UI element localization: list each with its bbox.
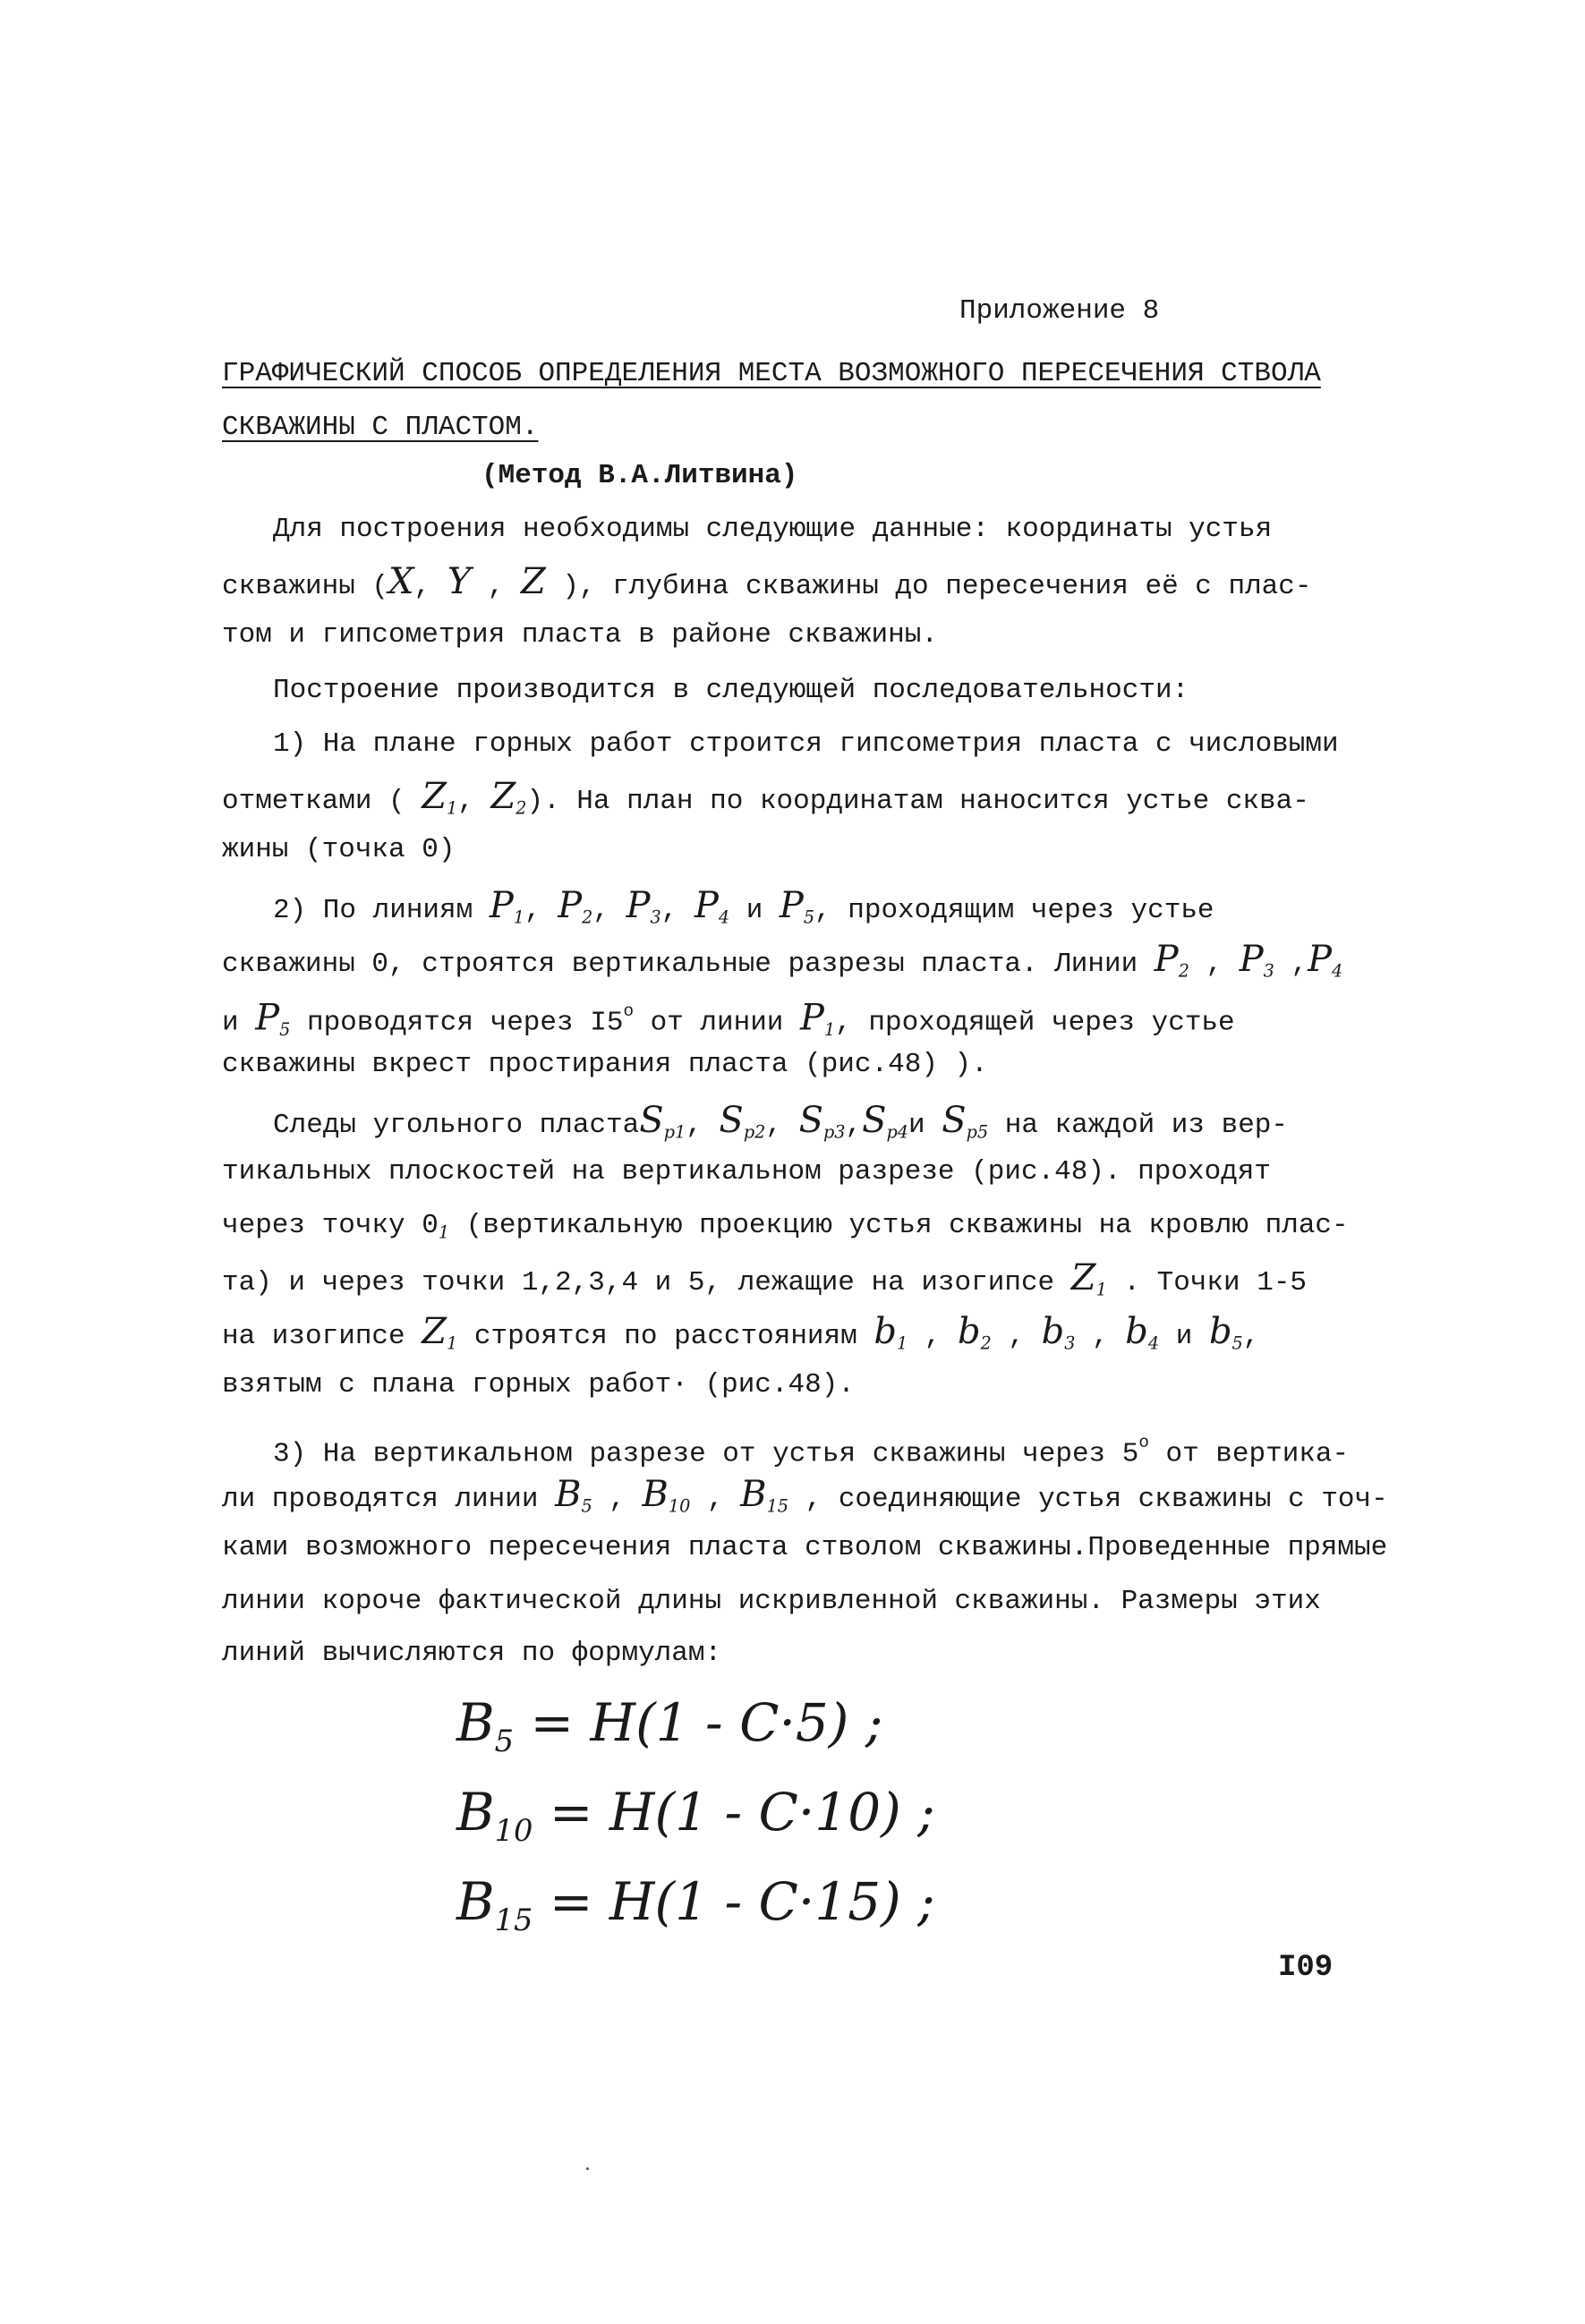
step1-line1: 1) На плане горных работ строится гипсометрия пласта с числовыми [273, 728, 1339, 760]
page-number: I09 [1278, 1951, 1334, 1985]
formula-b10: $B_{10} = H(1 - C\cdot 10)$ ; [456, 1782, 935, 1848]
step2-line2: скважины 0, строятся вертикальные разрезы пласта. Линии $P_2$ , $P_3$ $,P_4$ [222, 939, 1343, 982]
step3-line5: линий вычисляются по формулам: [222, 1638, 722, 1669]
traces-line6: взятым с плана горных работ· (рис.48). [222, 1369, 855, 1400]
method-line: (Метод В.А.Литвина) [481, 460, 798, 491]
para1-line1: Для построения необходимы следующие данные: координаты устья [273, 514, 1273, 545]
step1-line3: жины (точка 0) [222, 834, 456, 865]
step3-line3: ками возможного пересечения пласта стволом скважины.Проведенные прямые [222, 1532, 1388, 1563]
traces-line1: Следы угольного пластаS$_{p1}$, $S_{p2}$, $S_{p3},S_{p4}и$ $S_{p5}$ на каждой из вер- [273, 1100, 1289, 1143]
appendix-label: Приложение 8 [959, 295, 1160, 327]
title-line-2: СКВАЖИНЫ С ПЛАСТОМ. [222, 412, 539, 443]
step2-line3: и $P_5$ проводятся через I5$^o$ от линии $P_1$, проходящей через устье [222, 997, 1235, 1041]
step2-line4: скважины вкрест простирания пласта (рис.48) ). [222, 1049, 988, 1080]
step3-line2: ли проводятся линии $B_5$ , $B_{10}$ , $B_{15}$ , соединяющие устья скважины с точ- [222, 1474, 1388, 1517]
step2-line1: 2) По линиям $P_1$, $P_2$, $P_3$, $P_4$ и $P_5$, проходящим через устье [273, 885, 1214, 928]
para1-line2: скважины (X, Y , Z ), глубина скважины до пересечения её с плас- [222, 561, 1312, 602]
formula-b5: $B_5 = H(1 - C\cdot 5)$ ; [456, 1692, 883, 1758]
step3-line1: 3) На вертикальном разрезе от устья скважины через 5$^o$ от вертика- [273, 1433, 1350, 1470]
para2-line: Построение производится в следующей последовательности: [273, 675, 1189, 706]
traces-line4: та) и через точки 1,2,3,4 и 5, лежащие на изогипсе $Z_1$ . Точки 1-5 [222, 1257, 1308, 1300]
para1-line3: том и гипсометрия пласта в районе скважины. [222, 619, 938, 651]
formula-b15: $B_{15} = H(1 - C\cdot 15)$ ; [456, 1871, 935, 1937]
title-line-1: ГРАФИЧЕСКИЙ СПОСОБ ОПРЕДЕЛЕНИЯ МЕСТА ВОЗМОЖНОГО ПЕРЕСЕЧЕНИЯ СТВОЛА [222, 358, 1321, 389]
traces-line3: через точку $0_1$ (вертикальную проекцию устья скважины на кровлю плас- [222, 1210, 1349, 1243]
step1-line2: отметками ( $Z_1$, $Z_2$). На план по координатам наносится устье сква- [222, 776, 1309, 819]
traces-line5: на изогипсе $Z_1$ строятся по расстояниям $b_1$ , $b_2$ , $b_3$ , $b_4$ и $b_5$, [222, 1311, 1260, 1354]
step3-line4: линии короче фактической длины искривленной скважины. Размеры этих [222, 1586, 1321, 1617]
scan-speck [586, 2167, 589, 2170]
traces-line2: тикальных плоскостей на вертикальном разрезе (рис.48). проходят [222, 1156, 1271, 1188]
